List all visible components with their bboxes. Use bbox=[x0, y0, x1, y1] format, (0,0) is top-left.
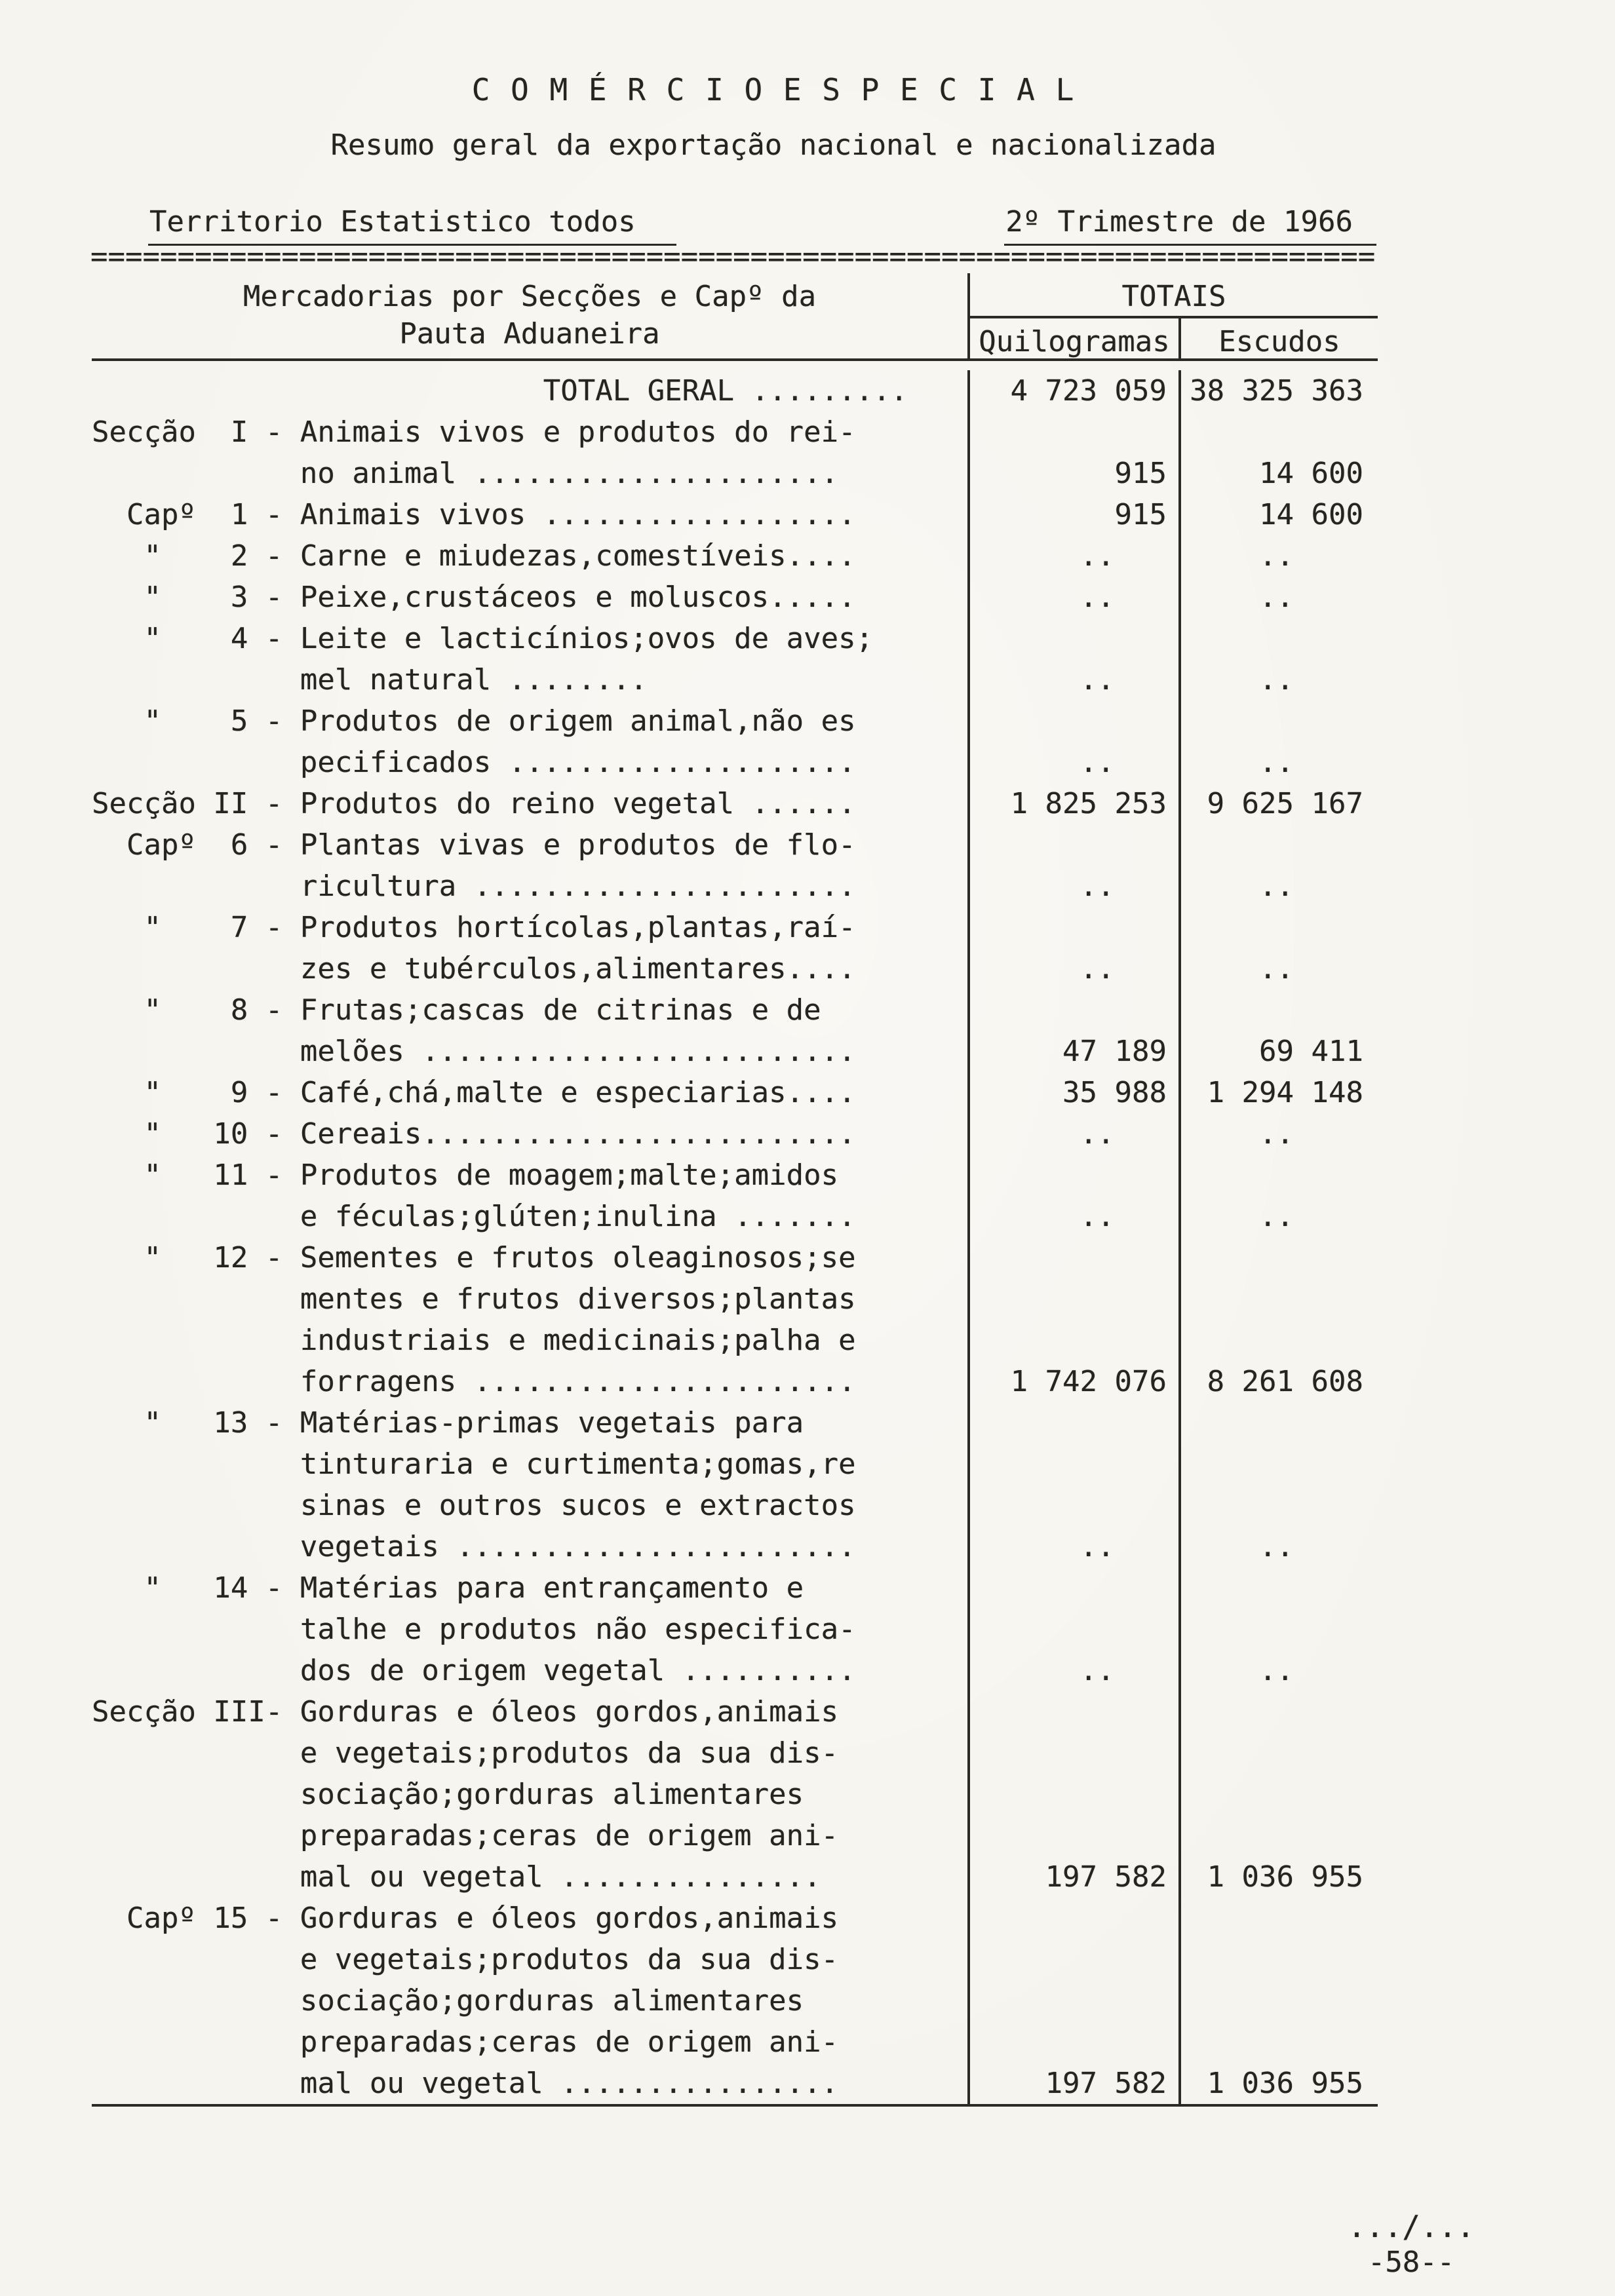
description-cell: vegetais ....................... bbox=[92, 1526, 970, 1567]
description-cell: " 3 - Peixe,crustáceos e moluscos..... bbox=[92, 577, 970, 618]
kilograms-cell bbox=[970, 1567, 1181, 1609]
kilograms-cell: 197 582 bbox=[970, 2063, 1181, 2104]
column-header-merchandise bbox=[92, 273, 970, 358]
table-row-line bbox=[92, 411, 1378, 453]
kilograms-cell bbox=[970, 1237, 1181, 1278]
description-cell: mel natural ........ bbox=[92, 659, 970, 700]
table-row-line bbox=[92, 535, 1378, 577]
table-row-line bbox=[92, 577, 1378, 618]
kilograms-cell bbox=[970, 700, 1181, 742]
description-cell: e vegetais;produtos da sua dis- bbox=[92, 1732, 970, 1774]
description-cell: " 11 - Produtos de moagem;malte;amidos bbox=[92, 1155, 970, 1196]
description-cell: " 7 - Produtos hortícolas,plantas,raí- bbox=[92, 907, 970, 948]
escudos-cell: .. bbox=[1259, 952, 1363, 985]
table-row-line bbox=[92, 1031, 1378, 1072]
table-row-line bbox=[92, 1320, 1378, 1361]
table-row-line bbox=[92, 370, 1378, 411]
description-cell: preparadas;ceras de origem ani- bbox=[92, 1815, 970, 1856]
escudos-cell bbox=[1181, 1402, 1378, 1444]
document-header bbox=[66, 72, 1481, 162]
continuation-mark: .../... bbox=[1348, 2209, 1475, 2244]
table-header bbox=[92, 273, 1378, 361]
escudos-cell bbox=[1181, 989, 1378, 1031]
description-cell: Capº 15 - Gorduras e óleos gordos,animais bbox=[92, 1898, 970, 1939]
escudos-cell: 1 294 148 bbox=[1207, 1076, 1363, 1109]
escudos-cell bbox=[1181, 1732, 1378, 1774]
kilograms-cell bbox=[970, 1485, 1181, 1526]
description-cell: Secção III- Gorduras e óleos gordos,animais bbox=[92, 1691, 970, 1732]
kilograms-cell: .. bbox=[970, 742, 1181, 783]
description-cell: ricultura ...................... bbox=[92, 866, 970, 907]
escudos-cell bbox=[1181, 1237, 1378, 1278]
escudos-cell: 8 261 608 bbox=[1207, 1365, 1363, 1398]
table-row-line bbox=[92, 1898, 1378, 1939]
kilograms-cell: 4 723 059 bbox=[970, 370, 1181, 411]
escudos-cell bbox=[1181, 1691, 1378, 1732]
kilograms-cell bbox=[970, 824, 1181, 866]
kilograms-cell: .. bbox=[970, 1650, 1181, 1691]
kilograms-cell: 1 825 253 bbox=[970, 783, 1181, 824]
escudos-cell bbox=[1181, 907, 1378, 948]
escudos-cell: 9 625 167 bbox=[1207, 787, 1363, 820]
escudos-cell: 14 600 bbox=[1259, 498, 1363, 531]
description-cell: dos de origem vegetal .......... bbox=[92, 1650, 970, 1691]
description-cell: sinas e outros sucos e extractos bbox=[92, 1485, 970, 1526]
summary-table bbox=[92, 273, 1378, 2107]
table-row-line bbox=[92, 1774, 1378, 1815]
kilograms-cell bbox=[970, 2021, 1181, 2063]
page-footer bbox=[1348, 2209, 1475, 2279]
escudos-cell bbox=[1181, 2021, 1378, 2063]
kilograms-cell bbox=[970, 1898, 1181, 1939]
description-cell: " 9 - Café,chá,malte e especiarias.... bbox=[92, 1072, 970, 1113]
escudos-cell bbox=[1181, 1485, 1378, 1526]
table-row-line bbox=[92, 618, 1378, 659]
totals-subcolumns bbox=[970, 318, 1378, 358]
period-label: 2º Trimestre de 1966 bbox=[1004, 205, 1376, 246]
table-row-line bbox=[92, 1567, 1378, 1609]
escudos-cell: 1 036 955 bbox=[1207, 1860, 1363, 1894]
description-cell: forragens ...................... bbox=[92, 1361, 970, 1402]
kilograms-cell bbox=[970, 1691, 1181, 1732]
table-row-line bbox=[92, 1072, 1378, 1113]
double-rule: ========================================================================== bbox=[90, 246, 1376, 273]
escudos-cell bbox=[1181, 1278, 1378, 1320]
kilograms-cell: 197 582 bbox=[970, 1856, 1181, 1898]
description-cell: mentes e frutos diversos;plantas bbox=[92, 1278, 970, 1320]
table-row-line bbox=[92, 1485, 1378, 1526]
table-row-line bbox=[92, 1526, 1378, 1567]
table-row-line bbox=[92, 659, 1378, 700]
escudos-cell: .. bbox=[1259, 1200, 1363, 1233]
description-cell: " 13 - Matérias-primas vegetais para bbox=[92, 1402, 970, 1444]
description-cell: pecificados .................... bbox=[92, 742, 970, 783]
escudos-cell: .. bbox=[1259, 1117, 1363, 1151]
description-cell: " 5 - Produtos de origem animal,não es bbox=[92, 700, 970, 742]
table-row-line bbox=[92, 1155, 1378, 1196]
kilograms-cell bbox=[970, 1155, 1181, 1196]
description-cell: industriais e medicinais;palha e bbox=[92, 1320, 970, 1361]
table-row-line bbox=[92, 1939, 1378, 1980]
description-cell: " 12 - Sementes e frutos oleaginosos;se bbox=[92, 1237, 970, 1278]
page-title: C O M É R C I O E S P E C I A L bbox=[471, 72, 1076, 107]
kilograms-cell bbox=[970, 1320, 1181, 1361]
column-header-totals bbox=[970, 273, 1378, 358]
description-cell: tinturaria e curtimenta;gomas,re bbox=[92, 1444, 970, 1485]
kilograms-cell bbox=[970, 1609, 1181, 1650]
escudos-cell bbox=[1181, 411, 1378, 453]
escudos-cell: .. bbox=[1259, 1530, 1363, 1563]
escudos-cell: .. bbox=[1259, 663, 1363, 697]
kilograms-cell: .. bbox=[970, 866, 1181, 907]
kilograms-cell: .. bbox=[970, 659, 1181, 700]
table-row-line bbox=[92, 824, 1378, 866]
escudos-cell: 14 600 bbox=[1259, 457, 1363, 490]
table-row-line bbox=[92, 907, 1378, 948]
description-cell: e féculas;glúten;inulina ....... bbox=[92, 1196, 970, 1237]
kilograms-cell bbox=[970, 1444, 1181, 1485]
kilograms-cell bbox=[970, 1732, 1181, 1774]
table-row-line bbox=[92, 1278, 1378, 1320]
escudos-cell bbox=[1181, 700, 1378, 742]
kilograms-cell: .. bbox=[970, 535, 1181, 577]
kilograms-cell bbox=[970, 907, 1181, 948]
kilograms-cell: 47 189 bbox=[970, 1031, 1181, 1072]
table-row-line bbox=[92, 1815, 1378, 1856]
kilograms-cell bbox=[970, 989, 1181, 1031]
table-row-line bbox=[92, 1402, 1378, 1444]
kilograms-cell: 1 742 076 bbox=[970, 1361, 1181, 1402]
escudos-cell: 38 325 363 bbox=[1190, 374, 1363, 408]
description-cell: " 4 - Leite e lacticínios;ovos de aves; bbox=[92, 618, 970, 659]
description-cell: Secção II - Produtos do reino vegetal ...... bbox=[92, 783, 970, 824]
escudos-cell: .. bbox=[1259, 581, 1363, 614]
escudos-cell bbox=[1181, 1155, 1378, 1196]
table-row-line bbox=[92, 2021, 1378, 2063]
kilograms-cell bbox=[970, 1774, 1181, 1815]
escudos-cell: .. bbox=[1259, 870, 1363, 903]
table-row-line bbox=[92, 742, 1378, 783]
kilograms-cell: .. bbox=[970, 948, 1181, 989]
table-row-line bbox=[92, 2063, 1378, 2104]
escudos-cell: 69 411 bbox=[1259, 1035, 1363, 1068]
table-row-line bbox=[92, 1980, 1378, 2021]
kilograms-cell: 915 bbox=[970, 494, 1181, 535]
table-row-line bbox=[92, 1237, 1378, 1278]
description-cell: e vegetais;produtos da sua dis- bbox=[92, 1939, 970, 1980]
escudos-cell bbox=[1181, 1774, 1378, 1815]
table-row-line bbox=[92, 1609, 1378, 1650]
escudos-cell bbox=[1181, 1444, 1378, 1485]
escudos-cell: .. bbox=[1259, 746, 1363, 779]
merchandise-header-line1: Mercadorias por Secções e Capº da bbox=[243, 280, 817, 313]
totals-header: TOTAIS bbox=[970, 273, 1378, 318]
escudos-cell bbox=[1181, 1320, 1378, 1361]
kilograms-cell: .. bbox=[970, 1196, 1181, 1237]
description-cell: zes e tubérculos,alimentares.... bbox=[92, 948, 970, 989]
table-row-line bbox=[92, 494, 1378, 535]
table-row-line bbox=[92, 1691, 1378, 1732]
table-row-line bbox=[92, 453, 1378, 494]
description-cell: TOTAL GERAL ......... bbox=[92, 370, 970, 411]
description-cell: mal ou vegetal ................ bbox=[92, 2063, 970, 2104]
table-row-line bbox=[92, 1113, 1378, 1155]
kilograms-cell: .. bbox=[970, 1113, 1181, 1155]
description-cell: " 14 - Matérias para entrançamento e bbox=[92, 1567, 970, 1609]
description-cell: mal ou vegetal ............... bbox=[92, 1856, 970, 1898]
merchandise-header-line2: Pauta Aduaneira bbox=[399, 317, 660, 351]
description-cell: Capº 6 - Plantas vivas e produtos de flo- bbox=[92, 824, 970, 866]
table-row-line bbox=[92, 1361, 1378, 1402]
column-header-escudos: Escudos bbox=[1218, 325, 1340, 358]
table-row-line bbox=[92, 700, 1378, 742]
table-row-line bbox=[92, 989, 1378, 1031]
escudos-cell: .. bbox=[1259, 539, 1363, 573]
escudos-cell bbox=[1181, 1939, 1378, 1980]
table-row-line bbox=[92, 1196, 1378, 1237]
kilograms-cell bbox=[970, 1980, 1181, 2021]
kilograms-cell bbox=[970, 618, 1181, 659]
page-number: -58-- bbox=[1367, 2246, 1455, 2279]
kilograms-cell: .. bbox=[970, 1526, 1181, 1567]
description-cell: Secção I - Animais vivos e produtos do rei- bbox=[92, 411, 970, 453]
escudos-cell bbox=[1181, 1815, 1378, 1856]
escudos-cell: .. bbox=[1259, 1654, 1363, 1687]
kilograms-cell bbox=[970, 1278, 1181, 1320]
table-row-line bbox=[92, 1650, 1378, 1691]
kilograms-cell: 35 988 bbox=[970, 1072, 1181, 1113]
escudos-cell bbox=[1181, 1980, 1378, 2021]
kilograms-cell bbox=[970, 1402, 1181, 1444]
description-cell: sociação;gorduras alimentares bbox=[92, 1774, 970, 1815]
escudos-cell bbox=[1181, 1609, 1378, 1650]
description-cell: preparadas;ceras de origem ani- bbox=[92, 2021, 970, 2063]
escudos-cell bbox=[1181, 618, 1378, 659]
table-row-line bbox=[92, 1444, 1378, 1485]
table-row-line bbox=[92, 783, 1378, 824]
table-row-line bbox=[92, 1732, 1378, 1774]
description-cell: no animal ..................... bbox=[92, 453, 970, 494]
kilograms-cell: .. bbox=[970, 577, 1181, 618]
territory-label: Territorio Estatistico todos bbox=[148, 205, 676, 246]
kilograms-cell bbox=[970, 1939, 1181, 1980]
page-subtitle: Resumo geral da exportação nacional e nacionalizada bbox=[330, 128, 1216, 162]
description-cell: " 2 - Carne e miudezas,comestíveis.... bbox=[92, 535, 970, 577]
column-header-kilograms: Quilogramas bbox=[970, 318, 1181, 358]
description-cell: melões ......................... bbox=[92, 1031, 970, 1072]
table-body bbox=[92, 361, 1378, 2104]
description-cell: talhe e produtos não especifica- bbox=[92, 1609, 970, 1650]
escudos-cell bbox=[1181, 824, 1378, 866]
description-cell: " 8 - Frutas;cascas de citrinas e de bbox=[92, 989, 970, 1031]
kilograms-cell bbox=[970, 411, 1181, 453]
kilograms-cell: 915 bbox=[970, 453, 1181, 494]
escudos-cell: 1 036 955 bbox=[1207, 2067, 1363, 2100]
table-row-line bbox=[92, 1856, 1378, 1898]
meta-row bbox=[92, 205, 1376, 246]
kilograms-cell bbox=[970, 1815, 1181, 1856]
table-row-line bbox=[92, 866, 1378, 907]
description-cell: Capº 1 - Animais vivos .................. bbox=[92, 494, 970, 535]
description-cell: " 10 - Cereais......................... bbox=[92, 1113, 970, 1155]
table-row-line bbox=[92, 948, 1378, 989]
description-cell: sociação;gorduras alimentares bbox=[92, 1980, 970, 2021]
escudos-cell bbox=[1181, 1898, 1378, 1939]
escudos-cell bbox=[1181, 1567, 1378, 1609]
